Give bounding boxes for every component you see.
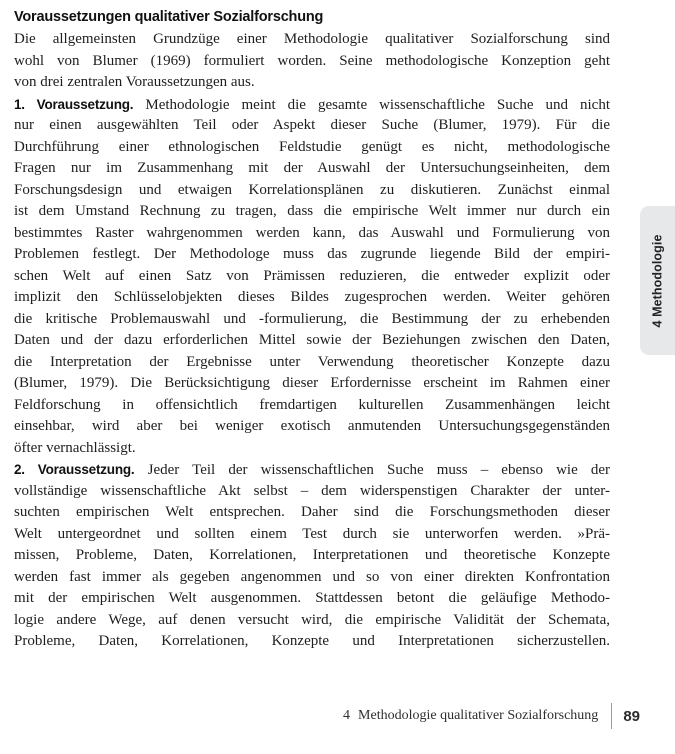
text-line: logie andere Wege, auf denen versucht wird, die empirische Validität der Schemata, bbox=[14, 611, 610, 628]
paragraph bbox=[14, 29, 610, 94]
text-line: 2. Voraussetzung. Jeder Teil der wissenschaftlichen Suche muss – ebenso wie der bbox=[14, 462, 610, 478]
text-line: die kritische Problemauswahl und -formulierung, die Bestimmung der zu erhebenden bbox=[14, 310, 610, 327]
text-line: ist dem Umstand Rechnung zu tragen, dass die empirische Welt immer nur durch ein bbox=[14, 203, 610, 219]
text-line: Fragen nur im Zusammenhang mit der Auswahl der Untersuchungseinheiten, dem bbox=[14, 160, 610, 176]
paragraph bbox=[14, 94, 610, 460]
chapter-tab-label: 4 Methodologie bbox=[650, 233, 665, 328]
text-line: die Interpretation der Ergebnisse unter Verwendung theoretischer Konzepte dazu bbox=[14, 353, 610, 370]
text-line: schen Welt auf einen Satz von Prämissen reduzieren, die entweder explizit oder bbox=[14, 267, 610, 284]
paragraph bbox=[14, 459, 610, 653]
text-line: Welt untergeordnet und sollten einem Test durch sie unterworfen werden. »Prä- bbox=[14, 525, 610, 542]
footer-chapter bbox=[343, 708, 598, 724]
text-line: Probleme, Daten, Korrelationen, Konzepte und Interpretationen sicherzustellen. bbox=[14, 633, 610, 649]
text-line: einsehbar, wird aber bei weniger exotisch anmutenden Untersuchungsgegenständen bbox=[14, 418, 610, 434]
page-number: 89 bbox=[623, 707, 640, 725]
text-line: öfter vernachlässigt. bbox=[14, 439, 136, 456]
text-line: bestimmtes Raster wahrgenommen werden kann, das Auswahl und Formulierung von bbox=[14, 224, 610, 241]
text-line: Die allgemeinsten Grundzüge einer Methodologie qualitativer Sozialforschung sind bbox=[14, 31, 610, 47]
text-line: 1. Voraussetzung. Methodologie meint die gesamte wissenschaftliche Suche und nicht bbox=[14, 96, 610, 113]
text-line: Daten und der dazu erforderlichen Mittel sowie der Beziehungen zwischen den Daten, bbox=[14, 332, 610, 348]
text-line: suchten empirischen Welt entsprechen. Daher sind die Forschungsmethoden dieser bbox=[14, 504, 610, 520]
footer-chapter-number: 4 bbox=[343, 708, 351, 723]
text-line: Problemen festlegt. Der Methodologe muss das zugrunde liegende Bild der empiri- bbox=[14, 246, 610, 262]
text-line: vollständige wissenschaftliche Akt selbst – dem widerspenstigen Charakter der unter- bbox=[14, 482, 610, 499]
text-line: (Blumer, 1979). Die Berücksichtigung dieser Erfordernisse erscheint im Rahmen einer bbox=[14, 375, 610, 391]
chapter-tab bbox=[640, 206, 675, 355]
footer-divider bbox=[611, 703, 612, 729]
paragraph-container bbox=[14, 29, 610, 653]
footer-chapter-title: Methodologie qualitativer Sozialforschung bbox=[358, 708, 599, 723]
text-column bbox=[14, 6, 610, 653]
text-line: mit der empirischen Welt ausgenommen. Stattdessen betont die geläufige Methodo- bbox=[14, 590, 610, 606]
text-line: implizit den Schlüsselobjekten dieses Bildes zugesprochen werden. Weiter gehören bbox=[14, 289, 610, 305]
text-line: Durchführung einer ethnologischen Feldstudie genügt es nicht, methodologische bbox=[14, 138, 610, 155]
text-line: wohl von Blumer (1969) formuliert worden. Seine methodologische Konzeption geht bbox=[14, 52, 610, 69]
text-line: werden fast immer als gegeben angenommen und so von einer direkten Konfrontation bbox=[14, 568, 610, 585]
text-line: nur einen ausgewählten Teil oder Aspekt dieser Suche (Blumer, 1979). Für die bbox=[14, 117, 610, 133]
paragraph-lead: 1. Voraussetzung. bbox=[14, 96, 134, 112]
text-line: Forschungsdesign und etwaigen Korrelationsplänen zu diskutieren. Zunächst einmal bbox=[14, 181, 610, 198]
running-footer bbox=[343, 703, 640, 729]
section-heading: Voraussetzungen qualitativer Sozialforschung bbox=[14, 9, 324, 25]
text-line: missen, Probleme, Daten, Korrelationen, Interpretationen und theoretische Konzepte bbox=[14, 547, 610, 563]
text-line: Feldforschung in offensichtlich fremdartigen kulturellen Zusammenhängen leicht bbox=[14, 396, 610, 413]
paragraph-lead: 2. Voraussetzung. bbox=[14, 462, 135, 477]
text-line: von drei zentralen Voraussetzungen aus. bbox=[14, 74, 255, 90]
